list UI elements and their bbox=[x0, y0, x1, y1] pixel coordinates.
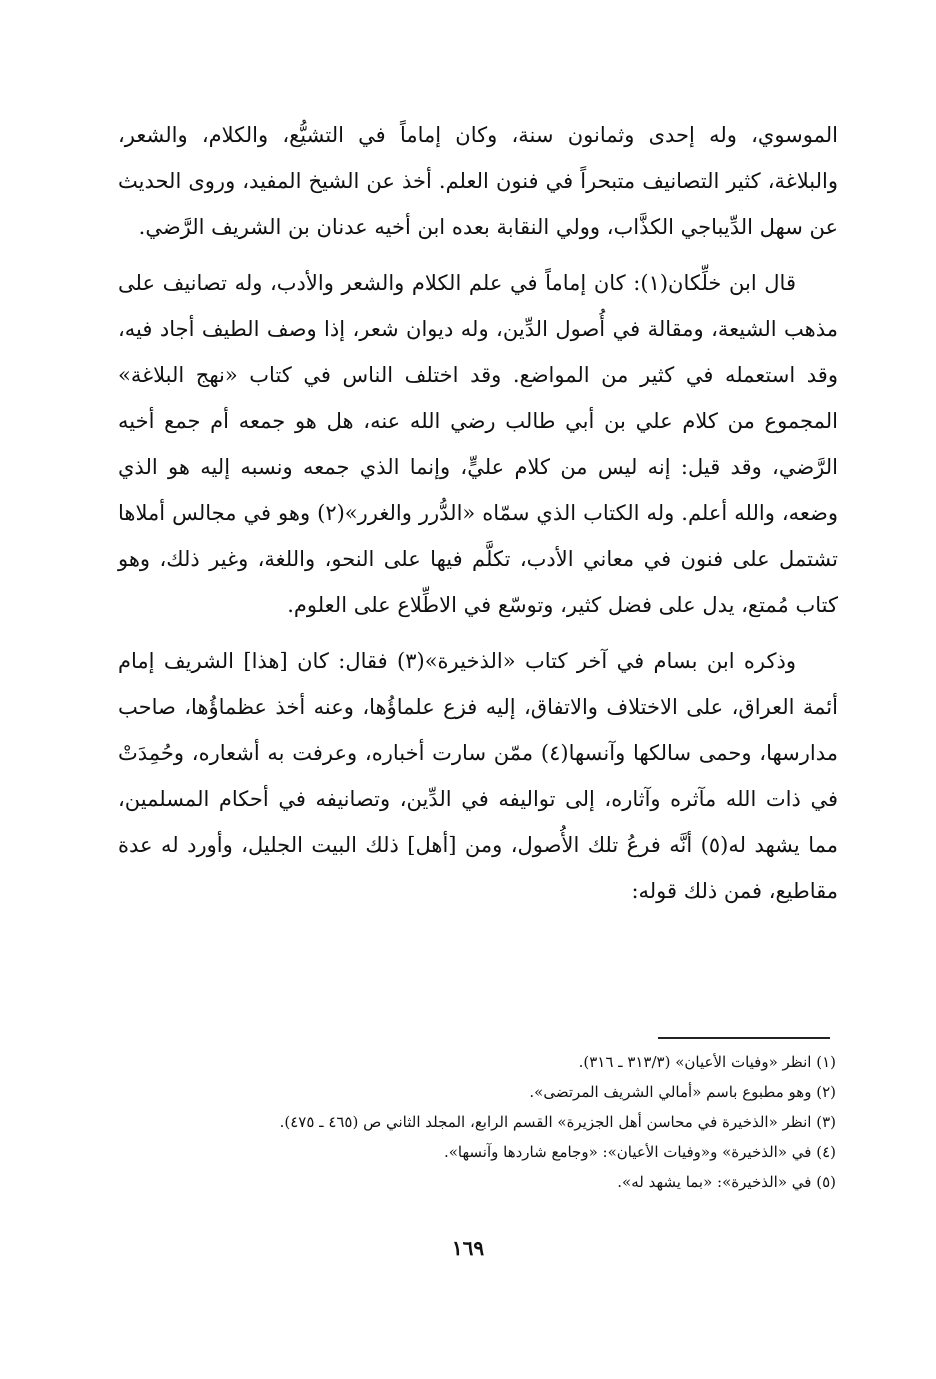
footnote-separator bbox=[658, 1037, 830, 1039]
footnote-3: (٣) انظر «الذخيرة في محاسن أهل الجزيرة» القسم الرابع، المجلد الثاني ص (٤٦٥ ـ ٤٧٥). bbox=[279, 1113, 836, 1131]
paragraph-3: وذكره ابن بسام في آخر كتاب «الذخيرة»(٣) فقال: كان [هذا] الشريف إمام أئمة العراق، على الاختلاف والاتفاق، إليه فزع علماؤُها، وعنه أخذ عظماؤُها، صاحب مدارسها، وحمى سالكها وآنسها(٤) ممّن سارت أخباره، وعرفت به أشعاره، وحُمِدَتْ في ذات الله مآثره وآثاره، إلى تواليفه في الدِّين، وتصانيفه في أحكام المسلمين، مما يشهد له(٥) أنَّه فرعُ تلك الأُصول، ومن [أهل] ذلك البيت الجليل، وأورد له عدة مقاطيع، فمن ذلك قوله: bbox=[118, 649, 838, 903]
footnotes bbox=[118, 1047, 836, 1197]
main-text bbox=[118, 112, 838, 924]
footnote-5: (٥) في «الذخيرة»: «بما يشهد له». bbox=[617, 1173, 836, 1191]
paragraph-1: الموسوي، وله إحدى وثمانون سنة، وكان إماماً في التشيُّع، والكلام، والشعر، والبلاغة، كثير التصانيف متبحراً في فنون العلم. أخذ عن الشيخ المفيد، وروى الحديث عن سهل الدِّيباجي الكذَّاب، وولي النقابة بعده ابن أخيه عدنان بن الشريف الرَّضي. bbox=[118, 123, 838, 239]
page-number: ١٦٩ bbox=[451, 1236, 485, 1260]
paragraph-2: قال ابن خلِّكان(١): كان إماماً في علم الكلام والشعر والأدب، وله تصانيف على مذهب الشيعة، ومقالة في أُصول الدِّين، وله ديوان شعر، إذا وصف الطيف أجاد فيه، وقد استعمله في كثير من المواضع. وقد اختلف الناس في كتاب «نهج البلاغة» المجموع من كلام علي بن أبي طالب رضي الله عنه، هل هو جمعه أم جمع أخيه الرَّضي، وقد قيل: إنه ليس من كلام عليٍّ، وإنما الذي جمعه ونسبه إليه هو الذي وضعه، والله أعلم. وله الكتاب الذي سمّاه «الدُّرر والغرر»(٢) وهو في مجالس أملاها تشتمل على فنون في معاني الأدب، تكلَّم فيها على النحو، واللغة، وغير ذلك، وهو كتاب مُمتع، يدل على فضل كثير، وتوسّع في الاطِّلاع على العلوم. bbox=[118, 271, 839, 617]
footnote-2: (٢) وهو مطبوع باسم «أمالي الشريف المرتضى». bbox=[529, 1083, 836, 1101]
footnote-4: (٤) في «الذخيرة» و«وفيات الأعيان»: «وجامع شاردها وآنسها». bbox=[443, 1143, 836, 1161]
footnote-1: (١) انظر «وفيات الأعيان» (٣١٣/٣ ـ ٣١٦). bbox=[578, 1053, 836, 1071]
